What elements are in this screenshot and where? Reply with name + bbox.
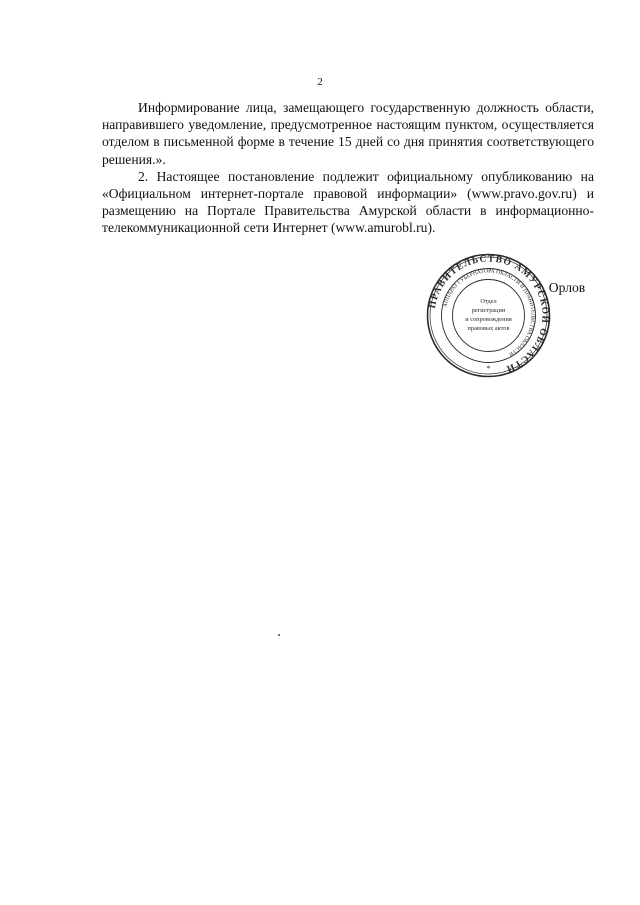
page-number: 2 — [317, 76, 323, 88]
document-body — [102, 99, 594, 237]
seal-center-line-1: Отдел — [480, 298, 497, 305]
scan-speck — [278, 634, 280, 636]
paragraph-publication: 2. Настоящее постановление подлежит официальному опубликованию на «Официальном интернет-портале правовой информации» (www.pravo.gov.ru) и размещению на Портале Правительства Амурской области в информационно-телекоммуникационной сети Интернет (www.amurobl.ru). — [102, 168, 594, 236]
seal-star: * — [486, 364, 491, 373]
seal-center-line-2: регистрации — [471, 307, 506, 314]
seal-outer-text: ПРАВИТЕЛЬСТВО АМУРСКОЙ ОБЛАСТИ — [427, 254, 550, 374]
seal-center-line-4: правовых актов — [467, 325, 510, 332]
official-seal — [426, 253, 551, 378]
seal-center-line-3: и сопровождения — [465, 316, 512, 323]
signature-name: . Орлов — [542, 280, 586, 295]
seal-inner-text: АППАРАТ ГУБЕРНАТОРА ОБЛАСТИ И ПРАВИТЕЛЬСТВА ОБЛАСТИ — [442, 268, 536, 358]
paragraph-notification: Информирование лица, замещающего государственную должность области, направившего уведомление, предусмотренное настоящим пунктом, осуществляется отделом в письменной форме в течение 15 дней со дня принятия соответствующего решения.». — [102, 100, 594, 167]
